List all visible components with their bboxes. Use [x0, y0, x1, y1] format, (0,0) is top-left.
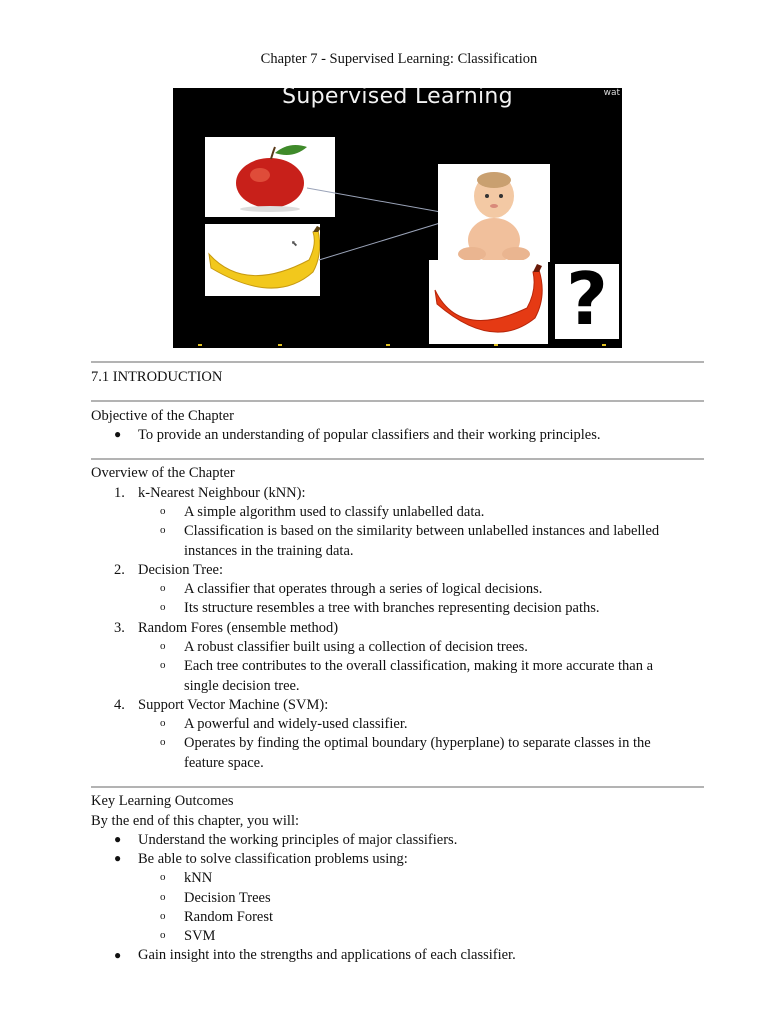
outcome-item: Understand the working principles of major classifiers. [138, 832, 458, 848]
svg-text:⬉: ⬉ [291, 239, 298, 248]
bullet-dot: ● [114, 427, 122, 441]
sub-bullet: o [160, 601, 166, 613]
baby-card [438, 164, 550, 262]
overview-sub: Its structure resembles a tree with branches representing decision paths. [184, 600, 600, 616]
section-heading: 7.1 INTRODUCTION [91, 369, 223, 385]
overview-sub: single decision tree. [184, 678, 300, 694]
method-item: Decision Trees [184, 890, 271, 906]
slide-image [173, 88, 622, 348]
sub-bullet: o [160, 659, 166, 671]
red-banana-icon [429, 260, 548, 344]
bullet-dot: ● [114, 832, 122, 846]
overview-sub: instances in the training data. [184, 543, 354, 559]
overview-label: k-Nearest Neighbour (kNN): [138, 485, 306, 501]
bullet-dot: ● [114, 851, 122, 865]
sub-bullet: o [160, 736, 166, 748]
slide-progress-dots [173, 344, 622, 347]
sub-bullet: o [160, 717, 166, 729]
objective-item: To provide an understanding of popular classifiers and their working principles. [138, 427, 601, 443]
overview-sub: feature space. [184, 755, 264, 771]
overview-sub: A robust classifier built using a collection of decision trees. [184, 639, 528, 655]
red-banana-card [429, 260, 548, 344]
slide-corner-text: wat [603, 88, 620, 98]
sub-bullet: o [160, 891, 166, 903]
outcome-item: Be able to solve classification problems using: [138, 851, 408, 867]
overview-sub: A classifier that operates through a series of logical decisions. [184, 581, 543, 597]
divider [91, 400, 704, 402]
overview-sub: Classification is based on the similarity between unlabelled instances and labelled [184, 523, 660, 539]
method-item: SVM [184, 928, 216, 944]
overview-sub: A simple algorithm used to classify unlabelled data. [184, 504, 485, 520]
question-card [555, 257, 619, 341]
baby-icon [438, 164, 550, 262]
sub-bullet: o [160, 524, 166, 536]
sub-bullet: o [160, 640, 166, 652]
divider [91, 458, 704, 460]
overview-sub: Operates by finding the optimal boundary (hyperplane) to separate classes in the [184, 735, 651, 751]
overview-num: 1. [114, 485, 125, 501]
sub-bullet: o [160, 910, 166, 922]
sub-bullet: o [160, 871, 166, 883]
overview-heading: Overview of the Chapter [91, 465, 235, 481]
divider [91, 786, 704, 788]
question-mark-icon: ? [566, 257, 608, 341]
sub-bullet: o [160, 929, 166, 941]
overview-sub: A powerful and widely-used classifier. [184, 716, 408, 732]
outcomes-heading: Key Learning Outcomes [91, 793, 234, 809]
overview-num: 2. [114, 562, 125, 578]
overview-label: Support Vector Machine (SVM): [138, 697, 329, 713]
outcomes-intro: By the end of this chapter, you will: [91, 813, 300, 829]
overview-label: Decision Tree: [138, 562, 223, 578]
method-item: kNN [184, 870, 213, 886]
overview-label: Random Fores (ensemble method) [138, 620, 339, 636]
slide-title: Supervised Learning [282, 88, 513, 109]
overview-num: 4. [114, 697, 125, 713]
sub-bullet: o [160, 505, 166, 517]
outcome-item: Gain insight into the strengths and applications of each classifier. [138, 947, 516, 963]
bullet-dot: ● [114, 948, 122, 962]
objective-heading: Objective of the Chapter [91, 408, 234, 424]
sub-bullet: o [160, 582, 166, 594]
method-item: Random Forest [184, 909, 274, 925]
overview-num: 3. [114, 620, 125, 636]
divider [91, 361, 704, 363]
page-title: Chapter 7 - Supervised Learning: Classification [260, 51, 538, 67]
overview-sub: Each tree contributes to the overall classification, making it more accurate than a [184, 658, 654, 674]
